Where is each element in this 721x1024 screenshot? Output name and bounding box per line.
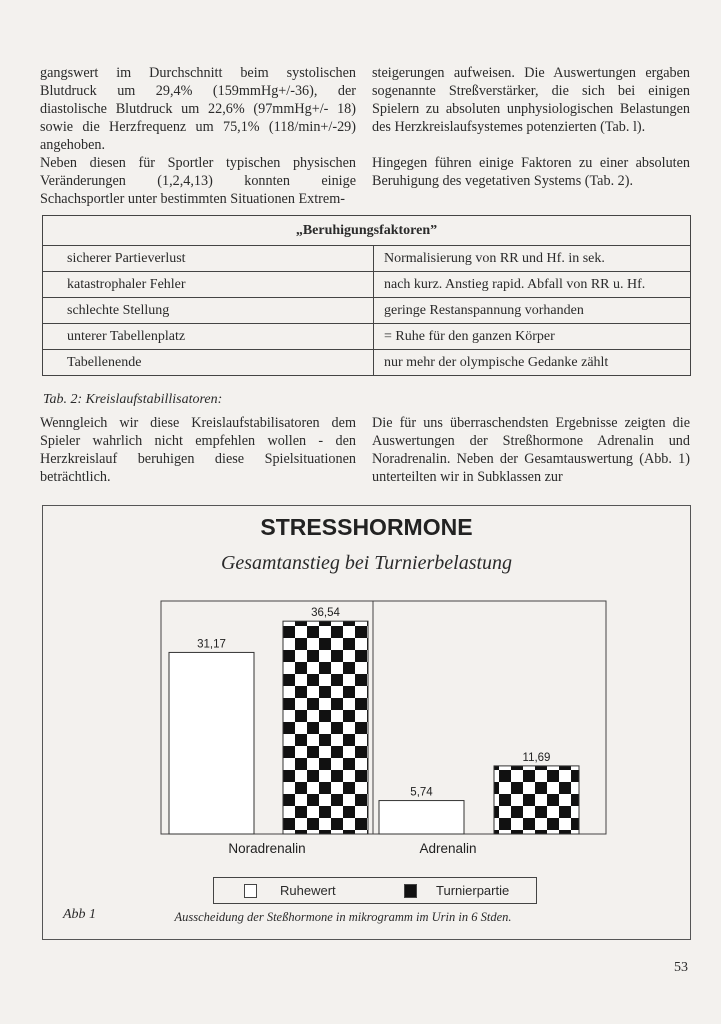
table-cell: Tabellenende: [43, 350, 374, 376]
chart-subtitle: Gesamtanstieg bei Turnierbelastung: [220, 552, 513, 574]
bar-turnierpartie-noradrenalin: [283, 621, 368, 834]
figure-caption: Ausscheidung der Steßhormone in mikrogramm im Urin in 6 Stden.: [174, 910, 512, 924]
table-row: [43, 324, 691, 350]
data-label: 11,69: [522, 751, 551, 764]
bar-turnierpartie-adrenalin: [494, 766, 579, 834]
legend-label: Turnierpartie: [436, 883, 510, 898]
paragraph: Neben diesen für Sportler typischen physischen Veränderungen (1,2,4,13) konnten einige Schachsportler unter bestimmten Situationen Extrem-: [40, 155, 356, 207]
category-label: Noradrenalin: [228, 841, 306, 856]
table-row: [43, 246, 691, 272]
paragraph: gangswert im Durchschnitt beim systolischen Blutdruck um 29,4% (159mmHg+/-36), der diastolische Blutdruck um 22,6% (97mmHg+/- 18) sowie die Herzfrequenz um 75,1% (118/min+/-29) angehoben.: [40, 65, 356, 153]
text-column-left-bottom: [40, 414, 356, 486]
bar-chart: [43, 506, 690, 939]
table-row: [43, 298, 691, 324]
table-cell: nach kurz. Anstieg rapid. Abfall von RR u. Hf.: [374, 272, 691, 298]
table-cell: schlechte Stellung: [43, 298, 374, 324]
chart-legend: [213, 877, 537, 904]
category-label: Adrenalin: [419, 841, 477, 856]
table-caption: Tab. 2: Kreislaufstabillisatoren:: [43, 392, 223, 407]
beruhigungsfaktoren-table: [42, 215, 691, 376]
figure-label: Abb 1: [63, 907, 97, 922]
table-title: „Beruhigungsfaktoren”: [43, 216, 691, 246]
bar-ruhewert-noradrenalin: [169, 652, 254, 834]
table-cell: sicherer Partieverlust: [43, 246, 374, 272]
data-label: 31,17: [197, 638, 226, 651]
table-row: [43, 272, 691, 298]
legend-swatch-turnierpartie: [404, 884, 417, 898]
table-cell: = Ruhe für den ganzen Körper: [374, 324, 691, 350]
text-column-left-top: [40, 64, 356, 208]
legend-swatch-ruhewert: [244, 884, 257, 898]
bar-ruhewert-adrenalin: [379, 801, 464, 834]
text-column-right-bottom: [372, 414, 690, 486]
data-label: 36,54: [311, 607, 340, 620]
paragraph: Die für uns überraschendsten Ergebnisse zeigten die Auswertungen der Streßhormone Adrenalin und Noradrenalin. Neben der Gesamtauswertung (Abb. 1) unterteilten wir in Subklassen zur: [372, 415, 690, 485]
table-cell: nur mehr der olympische Gedanke zählt: [374, 350, 691, 376]
table-cell: geringe Restanspannung vorhanden: [374, 298, 691, 324]
chart-title: STRESSHORMONE: [260, 514, 473, 540]
table-cell: unterer Tabellenplatz: [43, 324, 374, 350]
paragraph: steigerungen aufweisen. Die Auswertungen ergaben sogenannte Streßverstärker, die sich bei einigen Spielern zu absoluten unphysiologischen Belastungen des Herzkreislaufsystemes potenzierten (Tab. l).: [372, 65, 690, 135]
text-column-right-top: [372, 64, 690, 190]
page-number: 53: [674, 960, 688, 975]
paragraph: Hingegen führen einige Faktoren zu einer absoluten Beruhigung des vegetativen Systems (Tab. 2).: [372, 155, 690, 189]
data-label: 5,74: [410, 786, 433, 799]
legend-label: Ruhewert: [280, 883, 336, 898]
table-row: [43, 350, 691, 376]
table-cell: katastrophaler Fehler: [43, 272, 374, 298]
table-cell: Normalisierung von RR und Hf. in sek.: [374, 246, 691, 272]
figure-stresshormone: [42, 505, 691, 940]
paragraph: Wenngleich wir diese Kreislaufstabilisatoren dem Spieler wahrlich nicht empfehlen wollen - den Herzkreislauf beruhigen diese Spielsituationen beträchtlich.: [40, 415, 356, 485]
